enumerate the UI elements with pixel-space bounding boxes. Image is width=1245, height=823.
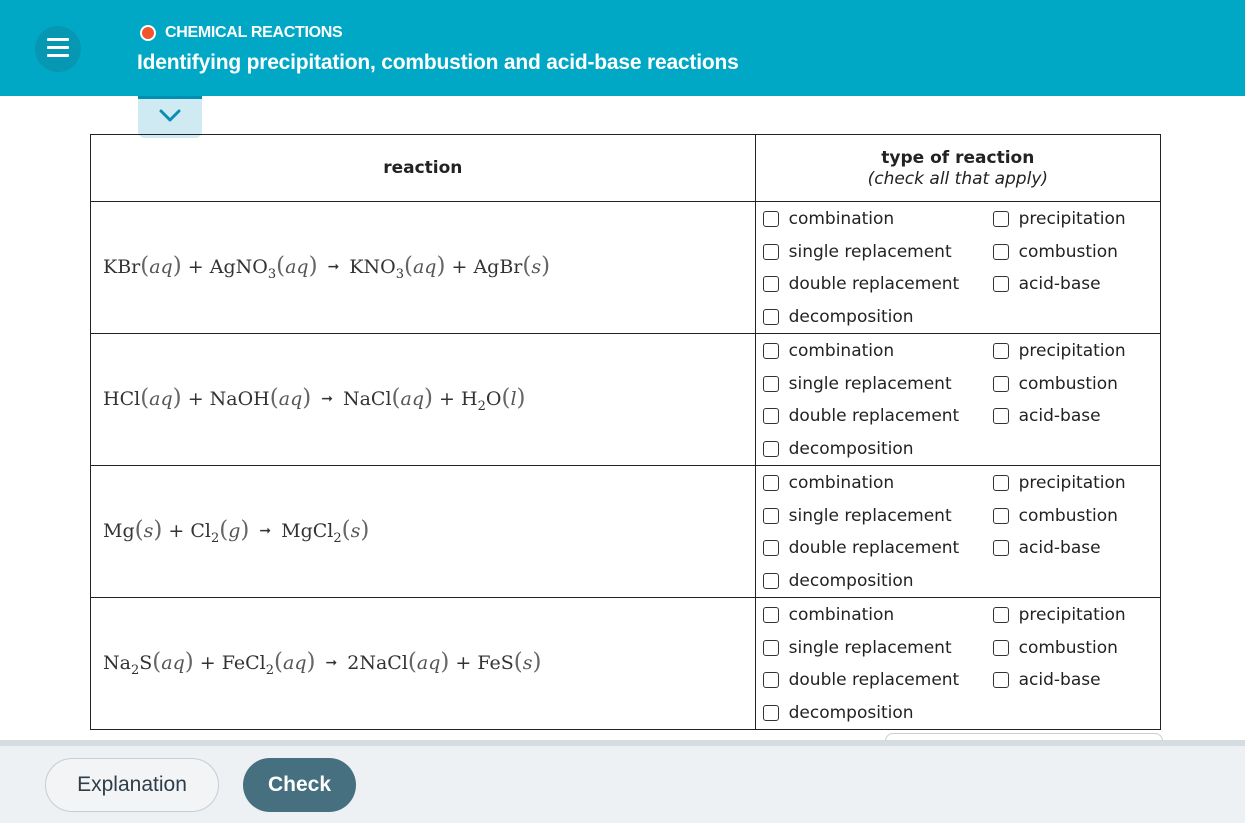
reaction-equation: $Mg(s) + Cl_2(g)$ ➞ MgCl$_2$(s): [103, 517, 370, 546]
reaction-table: [90, 134, 1161, 730]
option-combustion[interactable]: combustion: [993, 374, 1118, 394]
options-cell: [755, 466, 1160, 598]
checkbox[interactable]: [763, 705, 779, 721]
reaction-equation: HCl(aq) + NaOH(aq) ➞ NaCl(aq) + $H_2O(l)$: [103, 385, 526, 414]
option-precipitation[interactable]: precipitation: [993, 209, 1126, 229]
checkbox[interactable]: [763, 607, 779, 623]
checkbox[interactable]: [763, 276, 779, 292]
check-button[interactable]: Check: [243, 758, 356, 812]
checkbox[interactable]: [993, 211, 1009, 227]
checkbox[interactable]: [763, 309, 779, 325]
option-decomposition[interactable]: decomposition: [763, 703, 914, 723]
option-double-replacement[interactable]: double replacement: [763, 274, 960, 294]
reaction-cell: [91, 466, 756, 598]
checkbox[interactable]: [993, 343, 1009, 359]
option-combustion[interactable]: combustion: [993, 242, 1118, 262]
checkbox[interactable]: [993, 508, 1009, 524]
explanation-button[interactable]: Explanation: [45, 758, 219, 812]
checkbox[interactable]: [763, 475, 779, 491]
option-combination[interactable]: combination: [763, 341, 895, 361]
reaction-equation: $Na_2S(aq)$ + FeCl$_2$(aq) ➞ 2NaCl(aq) + FeS(s): [103, 649, 542, 678]
checkbox[interactable]: [763, 244, 779, 260]
option-single-replacement[interactable]: single replacement: [763, 506, 952, 526]
table-row: [91, 598, 1161, 730]
options-cell: [755, 202, 1160, 334]
checkbox[interactable]: [763, 376, 779, 392]
option-combination[interactable]: combination: [763, 473, 895, 493]
option-combination[interactable]: combination: [763, 209, 895, 229]
checkbox[interactable]: [763, 508, 779, 524]
menu-icon: [47, 38, 69, 41]
option-double-replacement[interactable]: double replacement: [763, 406, 960, 426]
page-title: Identifying precipitation, combustion and acid-base reactions: [137, 51, 739, 74]
arrow-icon: ➞: [327, 259, 340, 276]
table-row: [91, 466, 1161, 598]
option-precipitation[interactable]: precipitation: [993, 341, 1126, 361]
header-bar: [0, 0, 1245, 96]
arrow-icon: ➞: [325, 655, 338, 672]
option-single-replacement[interactable]: single replacement: [763, 638, 952, 658]
reaction-equation: KBr(aq) + AgNO$_3$(aq) ➞ $KNO_3(aq)$ + AgBr(s): [103, 253, 551, 282]
checkbox[interactable]: [993, 475, 1009, 491]
menu-button[interactable]: [35, 26, 81, 72]
option-double-replacement[interactable]: double replacement: [763, 670, 960, 690]
type-column-header: type of reaction (check all that apply): [755, 135, 1160, 202]
option-double-replacement[interactable]: double replacement: [763, 538, 960, 558]
checkbox[interactable]: [993, 376, 1009, 392]
checkbox[interactable]: [993, 408, 1009, 424]
checkbox[interactable]: [763, 211, 779, 227]
arrow-icon: ➞: [321, 391, 333, 408]
reaction-cell: [91, 202, 756, 334]
option-decomposition[interactable]: decomposition: [763, 439, 914, 459]
checkbox[interactable]: [993, 540, 1009, 556]
checkbox[interactable]: [763, 441, 779, 457]
table-row: [91, 202, 1161, 334]
reaction-cell: [91, 334, 756, 466]
chevron-down-icon: [158, 108, 182, 124]
option-decomposition[interactable]: decomposition: [763, 571, 914, 591]
option-precipitation[interactable]: precipitation: [993, 605, 1126, 625]
option-precipitation[interactable]: precipitation: [993, 473, 1126, 493]
option-acid-base[interactable]: acid-base: [993, 670, 1101, 690]
reaction-column-header: reaction: [91, 135, 756, 202]
reaction-cell: [91, 598, 756, 730]
checkbox[interactable]: [993, 640, 1009, 656]
options-cell: [755, 334, 1160, 466]
option-single-replacement[interactable]: single replacement: [763, 242, 952, 262]
collapse-toggle-button[interactable]: [138, 96, 202, 138]
checkbox[interactable]: [993, 607, 1009, 623]
checkbox[interactable]: [763, 540, 779, 556]
type-column-hint: (check all that apply): [867, 168, 1049, 189]
checkbox[interactable]: [763, 640, 779, 656]
option-acid-base[interactable]: acid-base: [993, 406, 1101, 426]
topic-label: CHEMICAL REACTIONS: [165, 24, 343, 41]
checkbox[interactable]: [993, 244, 1009, 260]
option-combustion[interactable]: combustion: [993, 506, 1118, 526]
arrow-icon: ➞: [259, 523, 272, 540]
option-acid-base[interactable]: acid-base: [993, 538, 1101, 558]
topic-row: [140, 24, 342, 42]
option-single-replacement[interactable]: single replacement: [763, 374, 952, 394]
topic-status-icon: [140, 25, 156, 41]
option-decomposition[interactable]: decomposition: [763, 307, 914, 327]
checkbox[interactable]: [763, 573, 779, 589]
option-combination[interactable]: combination: [763, 605, 895, 625]
checkbox[interactable]: [763, 672, 779, 688]
options-cell: [755, 598, 1160, 730]
checkbox[interactable]: [993, 276, 1009, 292]
option-combustion[interactable]: combustion: [993, 638, 1118, 658]
option-acid-base[interactable]: acid-base: [993, 274, 1101, 294]
checkbox[interactable]: [993, 672, 1009, 688]
checkbox[interactable]: [763, 408, 779, 424]
table-row: [91, 334, 1161, 466]
checkbox[interactable]: [763, 343, 779, 359]
